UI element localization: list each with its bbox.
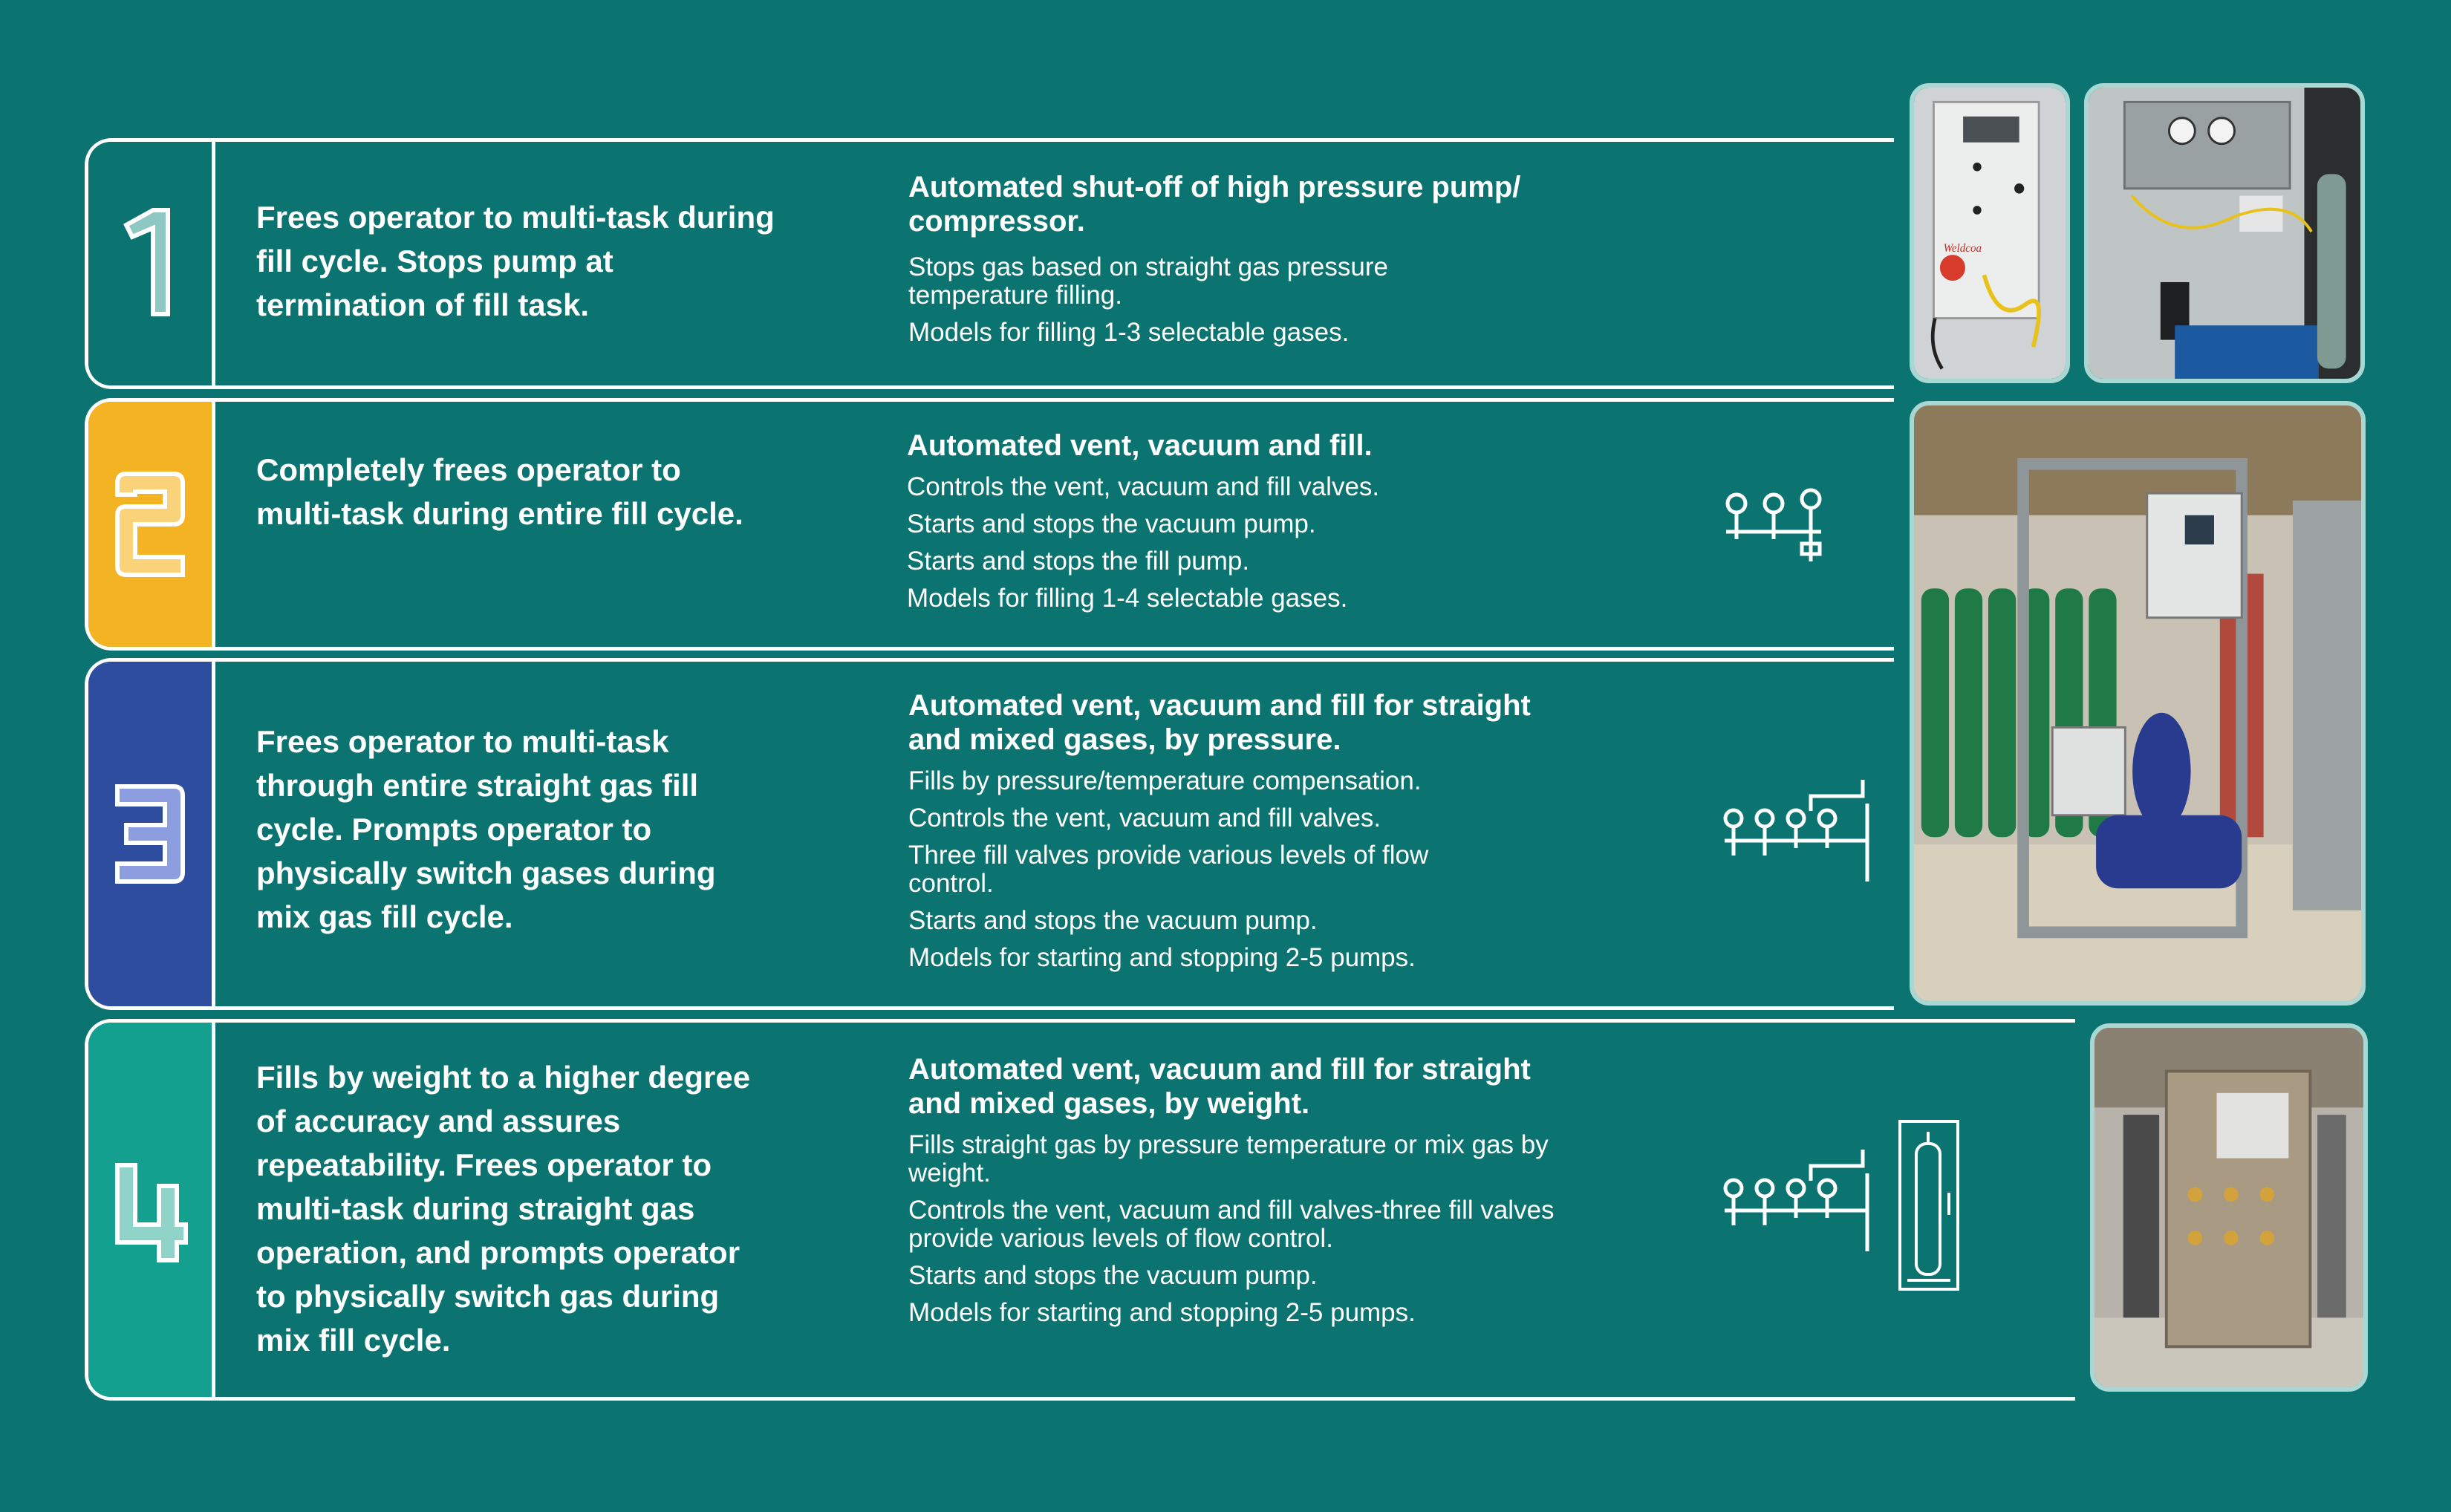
level-2-line: Controls the vent, vacuum and fill valves. xyxy=(907,472,1380,501)
level-2-line: Starts and stops the vacuum pump. xyxy=(907,509,1316,538)
level-1-summary: Frees operator to multi-task during fill cycle. Stops pump at termination of fill task. xyxy=(256,200,775,322)
level-4-line: Controls the vent, vacuum and fill valves-three fill valves provide various levels of flow control. xyxy=(908,1196,1555,1253)
number-2-glyph xyxy=(105,465,195,584)
photo-brand-label: Weldcoa xyxy=(1943,242,1982,255)
manifold-4-valve-icon xyxy=(1722,774,1885,885)
level-4-heading: Automated vent, vacuum and fill for straight and mixed gases, by weight. xyxy=(908,1053,1531,1120)
level-2-summary: Completely frees operator to multi-task during entire fill cycle. xyxy=(256,452,743,531)
control-box-photo xyxy=(1910,83,2070,383)
level-3-summary: Frees operator to multi-task through entire straight gas fill cycle. Prompts operator to physically switch gases during mix gas fill cycle. xyxy=(256,724,716,934)
level-1-heading: Automated shut-off of high pressure pump/ compressor. xyxy=(908,171,1521,238)
number-4-glyph xyxy=(105,1150,195,1269)
level-row-2 xyxy=(85,398,1894,651)
manifold-4-valve-icon xyxy=(1722,1144,1885,1255)
level-3-line: Starts and stops the vacuum pump. xyxy=(908,906,1318,935)
level-2-line: Models for filling 1-4 selectable gases. xyxy=(907,584,1348,613)
level-4-line: Models for starting and stopping 2-5 pumps. xyxy=(908,1298,1416,1327)
fill-station-photo xyxy=(1910,401,2366,1006)
number-3-glyph xyxy=(105,775,195,893)
level-4-summary: Fills by weight to a higher degree of accuracy and assures repeatability. Frees operator to multi-task during straight gas operation, and prompts operator to physically switch gas during mix fill cycle. xyxy=(256,1060,751,1358)
gauge-panel-photo xyxy=(2084,83,2365,383)
level-4-line: Fills straight gas by pressure temperature or mix gas by weight. xyxy=(908,1130,1549,1187)
weigh-station-photo xyxy=(2090,1023,2368,1392)
level-3-line: Controls the vent, vacuum and fill valves. xyxy=(908,804,1381,832)
gas-cylinder-scale-icon xyxy=(1897,1118,1961,1297)
level-2-heading: Automated vent, vacuum and fill. xyxy=(907,429,1373,462)
level-1-line: Models for filling 1-3 selectable gases. xyxy=(908,318,1350,347)
level-2-line: Starts and stops the fill pump. xyxy=(907,547,1250,576)
level-tab-1 xyxy=(88,142,215,385)
level-row-1 xyxy=(85,138,1894,389)
level-3-line: Three fill valves provide various levels of flow control. xyxy=(908,841,1429,898)
level-3-line: Fills by pressure/temperature compensation. xyxy=(908,766,1422,795)
number-1-glyph xyxy=(105,204,195,323)
manifold-3-valve-icon xyxy=(1722,480,1833,576)
level-tab-3 xyxy=(88,662,215,1006)
level-1-line: Stops gas based on straight gas pressure temperature filling. xyxy=(908,252,1388,310)
level-4-line: Starts and stops the vacuum pump. xyxy=(908,1261,1318,1290)
level-row-3 xyxy=(85,658,1894,1010)
level-tab-4 xyxy=(88,1023,215,1397)
level-3-heading: Automated vent, vacuum and fill for straight and mixed gases, by pressure. xyxy=(908,689,1531,756)
level-tab-2 xyxy=(88,402,215,647)
level-3-line: Models for starting and stopping 2-5 pumps. xyxy=(908,943,1416,972)
